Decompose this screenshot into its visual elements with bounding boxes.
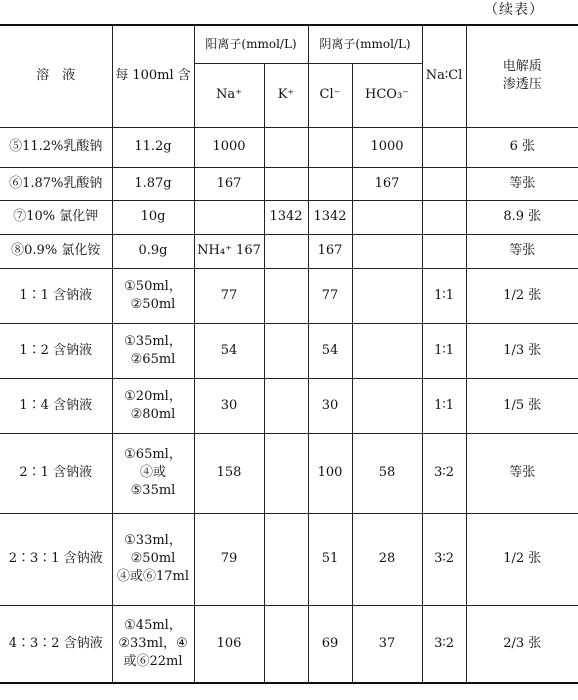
cell-cl bbox=[308, 127, 352, 167]
content-line: ①65ml， bbox=[124, 447, 182, 462]
content-line: ②50ml bbox=[130, 551, 176, 566]
table-row bbox=[0, 234, 578, 268]
cell-tonicity: 1/2 张 bbox=[466, 268, 578, 323]
content-line: 1.87g bbox=[134, 175, 172, 191]
cell-hco3 bbox=[352, 323, 422, 378]
cell-tonicity: 1/2 张 bbox=[466, 513, 578, 605]
cell-name: 1∶2 含钠液 bbox=[0, 323, 112, 378]
cell-content bbox=[112, 323, 194, 378]
cell-k bbox=[264, 605, 308, 683]
cell-ratio bbox=[422, 200, 466, 234]
cell-name: ⑧0.9% 氯化铵 bbox=[0, 234, 112, 268]
table-row bbox=[0, 268, 578, 323]
cell-cl: 69 bbox=[308, 605, 352, 683]
content-line: ①35ml， bbox=[124, 333, 182, 349]
cell-na: 30 bbox=[194, 378, 264, 433]
cell-cl: 1342 bbox=[308, 200, 352, 234]
cell-cl: 77 bbox=[308, 268, 352, 323]
cell-tonicity: 1/3 张 bbox=[466, 323, 578, 378]
cell-ratio: 1∶1 bbox=[422, 323, 466, 378]
cell-k bbox=[264, 378, 308, 433]
cell-k bbox=[264, 433, 308, 513]
table-row bbox=[0, 378, 578, 433]
content-line: ②33ml，④ bbox=[118, 635, 188, 651]
cell-cl: 54 bbox=[308, 323, 352, 378]
cell-hco3: 167 bbox=[352, 167, 422, 200]
header-solution: 溶 液 bbox=[0, 25, 112, 127]
cell-name: 1∶4 含钠液 bbox=[0, 378, 112, 433]
content-line: ④或⑥17ml bbox=[116, 569, 190, 584]
header-row-1 bbox=[0, 25, 578, 63]
cell-na: 79 bbox=[194, 513, 264, 605]
cell-hco3 bbox=[352, 200, 422, 234]
table-row bbox=[0, 513, 578, 605]
cell-ratio: 1∶1 bbox=[422, 378, 466, 433]
cell-ratio: 3∶2 bbox=[422, 605, 466, 683]
cell-na bbox=[194, 200, 264, 234]
content-line: 11.2g bbox=[134, 139, 172, 154]
cell-name: ⑥1.87%乳酸钠 bbox=[0, 167, 112, 200]
cell-hco3 bbox=[352, 268, 422, 323]
cell-ratio: 3∶2 bbox=[422, 433, 466, 513]
cell-cl: 51 bbox=[308, 513, 352, 605]
table-row bbox=[0, 605, 578, 683]
cell-k bbox=[264, 323, 308, 378]
cell-na: 77 bbox=[194, 268, 264, 323]
cell-content bbox=[112, 378, 194, 433]
content-line: ①45ml， bbox=[124, 617, 182, 633]
header-cl: Cl⁻ bbox=[308, 63, 352, 127]
cell-na: 54 bbox=[194, 323, 264, 378]
cell-k bbox=[264, 268, 308, 323]
header-tonicity-line1: 电解质 bbox=[502, 59, 542, 75]
content-line: 或⑥22ml bbox=[123, 653, 183, 669]
content-line: 10g bbox=[140, 209, 166, 224]
header-na-cl-ratio: Na∶Cl bbox=[422, 25, 466, 127]
header-na: Na⁺ bbox=[194, 63, 264, 127]
cell-ratio: 3∶2 bbox=[422, 513, 466, 605]
cell-cl bbox=[308, 167, 352, 200]
content-line: ②50ml bbox=[130, 296, 176, 312]
cell-na: NH₄⁺ 167 bbox=[194, 234, 264, 268]
cell-tonicity: 8.9 张 bbox=[466, 200, 578, 234]
cell-ratio bbox=[422, 167, 466, 200]
content-line: ①33ml， bbox=[124, 533, 182, 548]
cell-tonicity: 6 张 bbox=[466, 127, 578, 167]
cell-content bbox=[112, 200, 194, 234]
cell-content bbox=[112, 433, 194, 513]
cell-tonicity: 2/3 张 bbox=[466, 605, 578, 683]
content-line: ①50ml， bbox=[124, 278, 182, 294]
header-cation-group: 阳离子(mmol/L) bbox=[194, 25, 308, 63]
cell-ratio: 1∶1 bbox=[422, 268, 466, 323]
cell-ratio bbox=[422, 234, 466, 268]
cell-k bbox=[264, 127, 308, 167]
cell-content bbox=[112, 127, 194, 167]
cell-name: ⑤11.2%乳酸钠 bbox=[0, 127, 112, 167]
content-line: ②65ml bbox=[130, 351, 176, 367]
cell-na: 106 bbox=[194, 605, 264, 683]
cell-ratio bbox=[422, 127, 466, 167]
content-line: ②80ml bbox=[130, 406, 176, 422]
header-per-100ml: 每 100ml 含 bbox=[112, 25, 194, 127]
cell-hco3 bbox=[352, 234, 422, 268]
cell-hco3: 58 bbox=[352, 433, 422, 513]
table-row bbox=[0, 167, 578, 200]
cell-name: 4∶3∶2 含钠液 bbox=[0, 605, 112, 683]
table-row bbox=[0, 433, 578, 513]
header-hco3: HCO₃⁻ bbox=[352, 63, 422, 127]
cell-na: 167 bbox=[194, 167, 264, 200]
header-anion-group: 阴离子(mmol/L) bbox=[308, 25, 422, 63]
cell-name: 1∶1 含钠液 bbox=[0, 268, 112, 323]
cell-k: 1342 bbox=[264, 200, 308, 234]
cell-hco3: 28 bbox=[352, 513, 422, 605]
cell-hco3 bbox=[352, 378, 422, 433]
cell-name: 2∶1 含钠液 bbox=[0, 433, 112, 513]
table-row bbox=[0, 127, 578, 167]
cell-k bbox=[264, 167, 308, 200]
content-line: ④或 bbox=[139, 465, 166, 480]
cell-k bbox=[264, 513, 308, 605]
electrolyte-solution-table bbox=[0, 24, 578, 684]
cell-tonicity: 等张 bbox=[466, 234, 578, 268]
header-tonicity-line2: 渗透压 bbox=[502, 77, 542, 93]
cell-cl: 100 bbox=[308, 433, 352, 513]
header-tonicity bbox=[466, 25, 578, 127]
cell-content bbox=[112, 605, 194, 683]
cell-content bbox=[112, 167, 194, 200]
cell-name: ⑦10% 氯化钾 bbox=[0, 200, 112, 234]
cell-name: 2∶3∶1 含钠液 bbox=[0, 513, 112, 605]
cell-tonicity: 1/5 张 bbox=[466, 378, 578, 433]
table-row bbox=[0, 323, 578, 378]
content-line: 0.9g bbox=[138, 243, 168, 258]
cell-na: 158 bbox=[194, 433, 264, 513]
continued-caption: （续表） bbox=[484, 2, 544, 18]
cell-content bbox=[112, 513, 194, 605]
table-row bbox=[0, 200, 578, 234]
cell-content bbox=[112, 234, 194, 268]
content-line: ①20ml， bbox=[124, 388, 182, 404]
cell-content bbox=[112, 268, 194, 323]
cell-cl: 30 bbox=[308, 378, 352, 433]
cell-hco3: 1000 bbox=[352, 127, 422, 167]
content-line: ⑤35ml bbox=[130, 483, 176, 498]
cell-tonicity: 等张 bbox=[466, 433, 578, 513]
cell-k bbox=[264, 234, 308, 268]
cell-cl: 167 bbox=[308, 234, 352, 268]
header-k: K⁺ bbox=[264, 63, 308, 127]
cell-na: 1000 bbox=[194, 127, 264, 167]
cell-tonicity: 等张 bbox=[466, 167, 578, 200]
cell-hco3: 37 bbox=[352, 605, 422, 683]
